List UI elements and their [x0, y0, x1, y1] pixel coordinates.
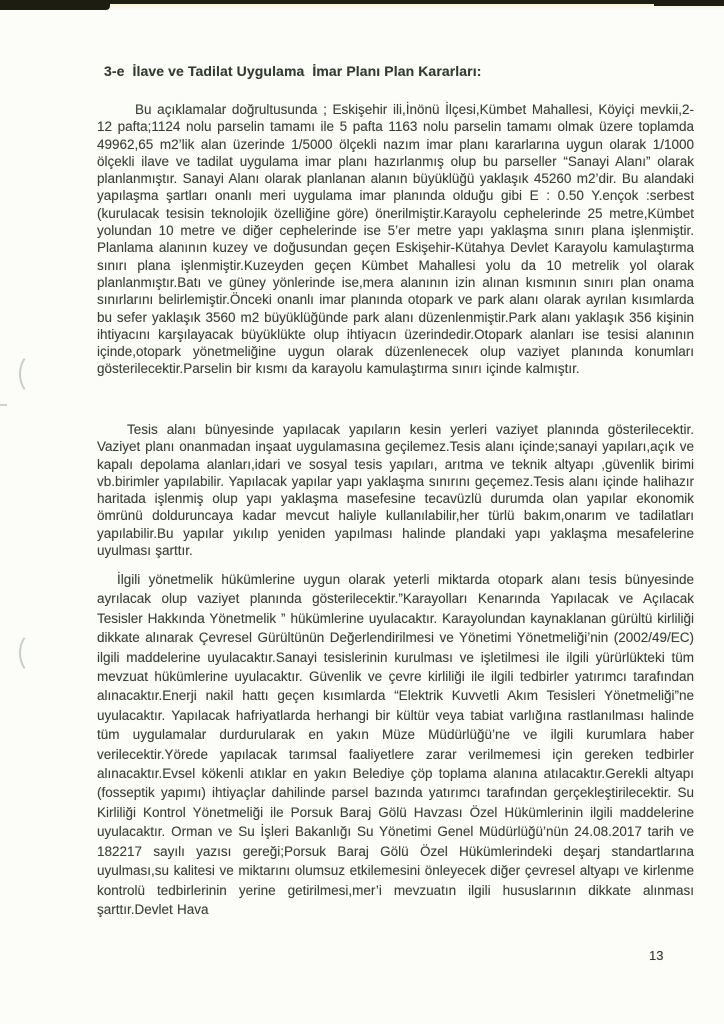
punch-hole-mark-top — [19, 353, 47, 395]
body-paragraph-1: Bu açıklamalar doğrultusunda ; Eskişehir ili,İnönü İlçesi,Kümbet Mahallesi, Köyiçi mevkii,2-12 pafta;1124 nolu parselin tamamı ile 5 pafta 1163 nolu parselin tamamı olmak üzere toplamda 49962,65 m2’lik alan üzerinde 1/5000 ölçekli nazım imar planı kararlarına uygun olarak 1/1000 ölçekli ilave ve tadilat uygulama imar planı hazırlanmış olup bu parseller “Sanayi Alanı” olarak planlanmıştır. Sanayi Alanı olarak planlanan alanın büyüklüğü yaklaşık 45260 m2’dir. Bu alandaki yapılaşma şartları onanlı meri uygulama imar planında olduğu gibi E : 0.50 Y.ençok :serbest (kurulacak tesisin teknolojik özelliğine göre) önerilmiştir.Karayolu cephelerinde 25 metre,Kümbet yolundan 10 metre ve diğer cephelerinde ise 5’er metre yapı yaklaşma sınırı plana işlenmiştir. Planlama alanının kuzey ve doğusundan geçen Eskişehir-Kütahya Devlet Karayolu kamulaştırma sınırı plana işlenmiştir.Kuzeyden geçen Kümbet Mahallesi yolu da 10 metrelik yol olarak planlanmıştır.Batı ve güney yönlerinde ise,mera alanının izin alınan kısmının sınırı plan onama sınırlarını belirlemiştir.Önceki onanlı imar planında otopark ve park alanı olarak ayrılan kısımlarda bu sefer yaklaşık 3560 m2 büyüklüğünde park alanı düzenlenmiştir.Park alanı yaklaşık 356 kişinin ihtiyacını karşılayacak büyüklükte olup ihtiyacın üzerindedir.Otopark alanları ise tesisi alanının içinde,otopark yönetmeliğine uygun olarak düzenlenecek olup vaziyet planında konumları gösterilecektir.Parselin bir kısmı da karayolu kamulaştırma sınırı içinde kalmıştır. — [97, 102, 694, 377]
scan-top-edge-left-blob — [0, 0, 110, 10]
body-paragraph-3: İlgili yönetmelik hükümlerine uygun olarak yeterli miktarda otopark alanı tesis bünyesinde ayrılacak olup vaziyet planında gösterilecektir.”Karayolları Kenarında Yapılacak ve Açılacak Tesisler Hakkında Yönetmelik ” hükümlerine uyulacaktır. Karayolundan kaynaklanan gürültü kirliliği dikkate alınarak Çevresel Gürültünün Değerlendirilmesi ve Yönetimi Yönetmeliği’nin (2002/49/EC) ilgili maddelerine uyulacaktır.Sanayi tesislerinin kurulması ve işletilmesi ile ilgili yürürlükteki tüm mevzuat hükümlerine uyulacaktır. Güvenlik ve çevre kirliliği ile ilgili tedbirler yatırımcı tarafından alınacaktır.Enerji nakil hattı geçen kısımlarda “Elektrik Kuvvetli Akım Tesisleri Yönetmeliği”ne uyulacaktır. Yapılacak hafriyatlarda herhangi bir kültür veya tabiat varlığına rastlanılması halinde tüm uygulamalar durdurularak en yakın Müze Müdürlüğü’ne ve ilgili kurumlara haber verilecektir.Yörede yapılacak tarımsal faaliyetlere zarar verilmemesi için gereken tedbirler alınacaktır.Evsel kökenli atıklar en yakın Belediye çöp toplama alanına atılacaktır.Gerekli altyapı (fosseptik yapımı) ihtiyaçlar dahilinde parsel bazında yatırımcı tarafından gerçekleştirilecektir. Su Kirliliği Kontrol Yönetmeliği ile Porsuk Baraj Gölü Havzası Özel Hükümlerinin ilgili maddelerine uyulacaktır. Orman ve Su İşleri Bakanlığı Su Yönetimi Genel Müdürlüğü’nün 24.08.2017 tarih ve 182217 sayılı yazısı gereği;Porsuk Baraj Gölü Özel Hükümlerindeki deşarj standartlarına uyulması,su kalitesi ve miktarını olumsuz etkilemesini önleyecek diğer çevresel altyapı ve kirlenme kontrolü tedbirlerinin yerine getirilmesi,mer’i mevzuatın ilgili hususlarının dikkate alınması şarttır.Devlet Hava — [97, 572, 694, 917]
scan-left-edge-mark — [0, 404, 7, 406]
section-heading: 3-e İlave ve Tadilat Uygulama İmar Planı Plan Kararları: — [104, 63, 482, 79]
punch-hole-mark-bottom — [19, 632, 47, 674]
body-paragraph-2: Tesis alanı bünyesinde yapılacak yapıların kesin yerleri vaziyet planında gösterilecektir. Vaziyet planı onanmadan inşaat uygulamasına geçilemez.Tesis alanı içinde;sanayi yapıları,açık ve kapalı depolama alanları,idari ve sosyal tesis yapıları, arıtma ve teknik altyapı ,güvenlik birimi vb.birimler yapılabilir. Yapılacak yapılar yapı yaklaşma sınırını geçemez.Tesis alanı içinde halihazır haritada işlenmiş olup yapı yaklaşma masefesine tecavüzlü durumda olan yapılar ekonomik ömrünü dolduruncaya kadar mevcut haliyle kullanılabilir,her türlü bakım,onarım ve tadilatları yapılabilir.Bu yapılar yıkılıp yeniden yapılması halinde plandaki yapı yaklaşma mesafelerine uyulması şarttır. — [97, 422, 694, 559]
scan-top-edge-right-blob — [654, 0, 724, 6]
page-number: 13 — [649, 948, 664, 963]
